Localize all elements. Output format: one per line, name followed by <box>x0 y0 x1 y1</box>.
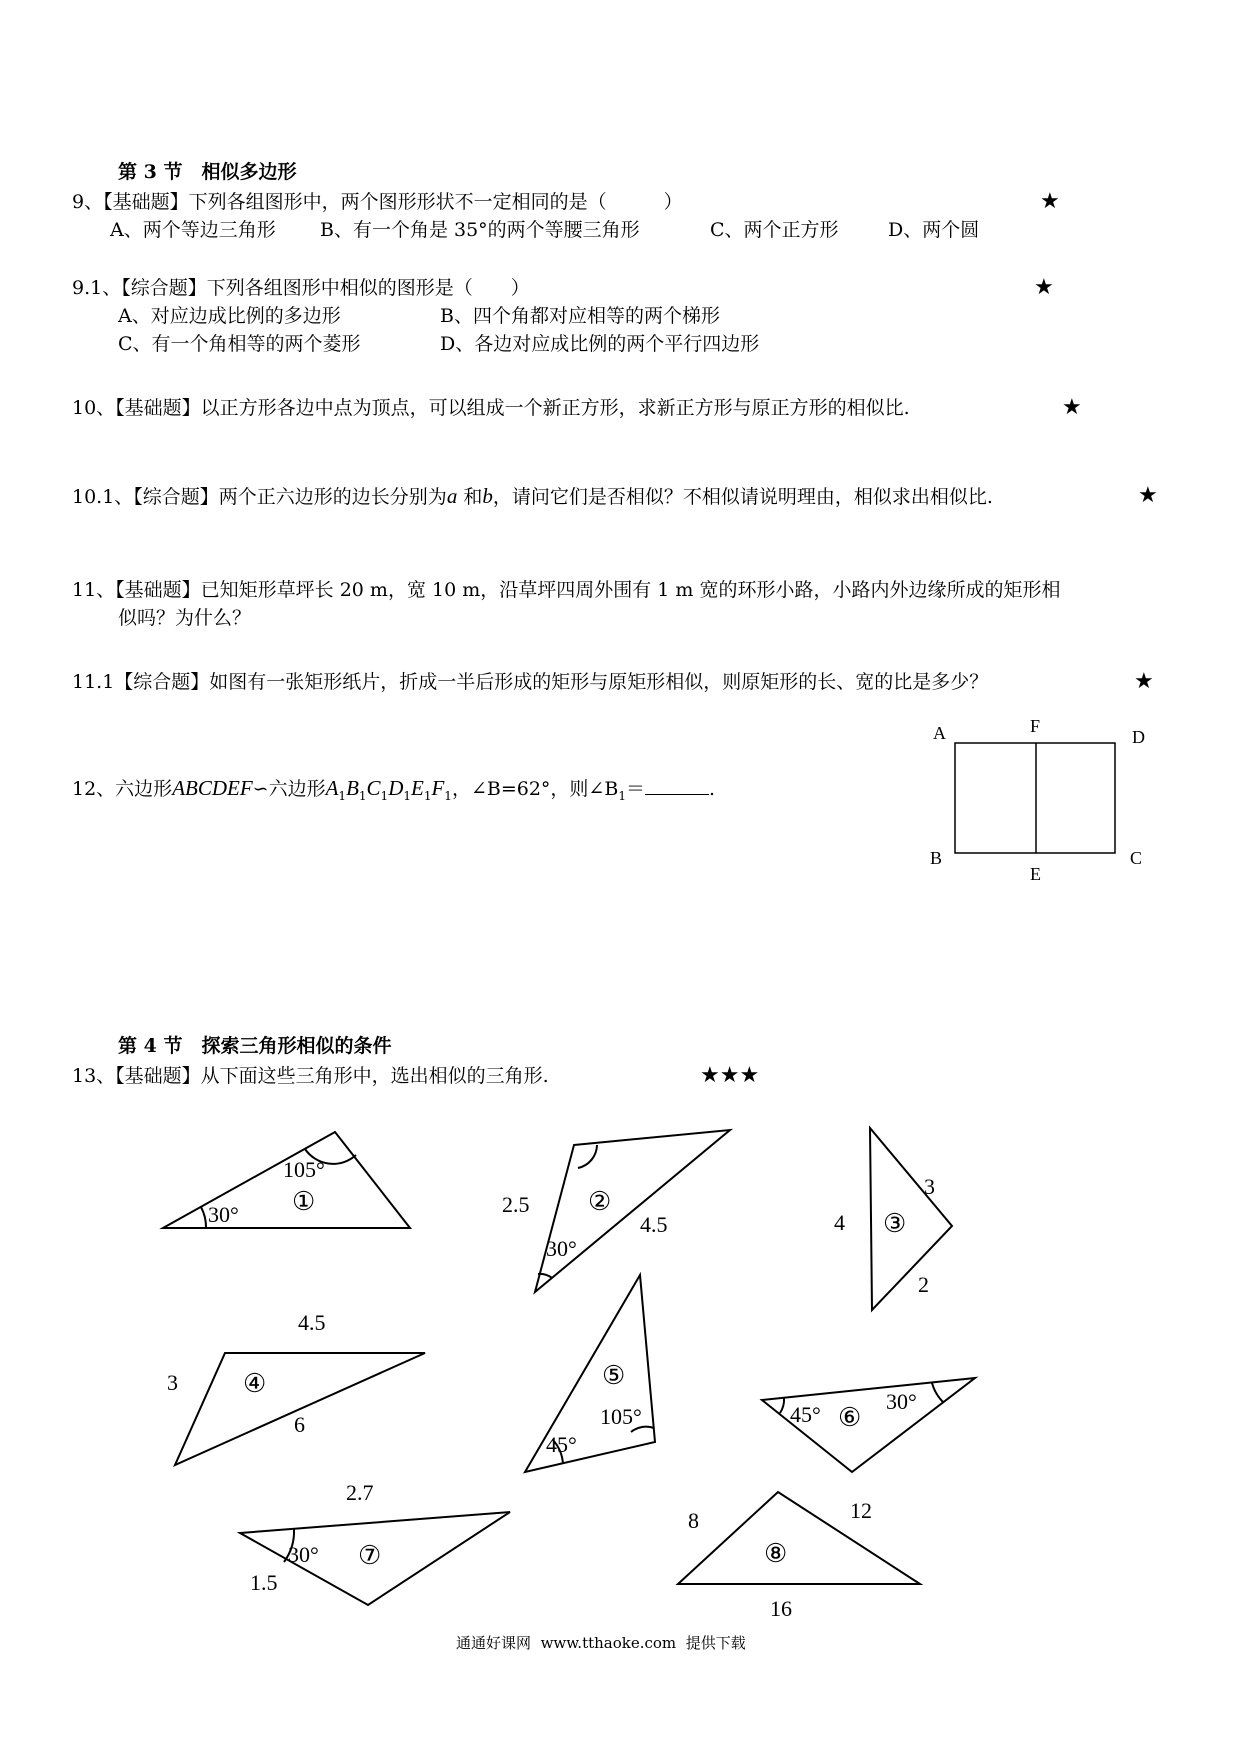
question-9-1-option-d: D、各边对应成比例的两个平行四边形 <box>440 333 760 355</box>
triangle-8-side-12: 12 <box>850 1498 872 1523</box>
hexagon-abcdef: ABCDEF <box>172 776 253 800</box>
hex2-c: C <box>366 776 381 800</box>
hex2-e-sub: 1 <box>423 788 432 803</box>
triangle-4-side-3: 3 <box>167 1370 178 1395</box>
triangle-7-side-2-7: 2.7 <box>346 1480 374 1505</box>
hex2-a: A <box>325 776 339 800</box>
triangle-4-number: ④ <box>243 1369 267 1398</box>
hex2-b: B <box>346 776 359 800</box>
footer-site: 通通好课网 <box>456 1634 532 1652</box>
triangle-6-number: ⑥ <box>838 1403 862 1432</box>
triangle-2-side-2-5: 2.5 <box>502 1192 530 1217</box>
triangle-7-number: ⑦ <box>358 1541 382 1570</box>
vertex-label-d: D <box>1132 727 1145 747</box>
question-9-1-text: 9.1、【综合题】下列各组图形中相似的图形是（ ） <box>72 277 530 299</box>
question-11-line-1: 11、【基础题】已知矩形草坪长 20 m，宽 10 m，沿草坪四周外围有 1 m 宽的环形小路，小路内外边缘所成的矩形相 <box>72 579 1061 601</box>
question-13-text: 13、【基础题】从下面这些三角形中，选出相似的三角形. <box>72 1065 549 1087</box>
question-9-option-a: A、两个等边三角形 <box>110 219 276 241</box>
footer-url[interactable]: www.tthaoke.com <box>540 1634 677 1652</box>
triangle-3-side-3: 3 <box>924 1174 935 1199</box>
footer <box>456 1632 746 1653</box>
triangle-4-side-4-5: 4.5 <box>298 1310 326 1335</box>
angle-b1-sub: 1 <box>618 788 626 803</box>
triangle-5-number: ⑤ <box>602 1361 626 1390</box>
question-9-1-option-a: A、对应边成比例的多边形 <box>118 305 341 327</box>
question-9-1-stars: ★ <box>1034 275 1054 300</box>
question-10-1-part-a: 10.1、【综合题】两个正六边形的边长分别为 <box>72 486 447 508</box>
question-10-stars: ★ <box>1062 395 1082 420</box>
footer-suffix: 提供下载 <box>685 1634 746 1652</box>
triangle-6-angle-arc-30 <box>932 1383 943 1402</box>
hex2-a-sub: 1 <box>338 788 347 803</box>
vertex-label-a: A <box>933 723 946 743</box>
triangle-7-angle-30: 30° <box>288 1542 319 1567</box>
question-11-1-text: 11.1【综合题】如图有一张矩形纸片，折成一半后形成的矩形与原矩形相似，则原矩形的长、宽的比是多少？ <box>72 671 989 693</box>
question-9-option-d: D、两个圆 <box>888 219 980 241</box>
question-9-text: 9、【基础题】下列各组图形中，两个图形形状不一定相同的是（ ） <box>72 191 683 213</box>
vertex-label-e: E <box>1030 864 1041 884</box>
question-10-text: 10、【基础题】以正方形各边中点为顶点，可以组成一个新正方形，求新正方形与原正方形的相似比. <box>72 397 910 419</box>
triangle-2-angle-arc-top <box>578 1145 597 1168</box>
triangle-7-side-1-5: 1.5 <box>250 1570 278 1595</box>
triangle-6-angle-arc-45 <box>780 1398 784 1413</box>
question-12-prefix: 12、六边形 <box>72 778 173 800</box>
section-3-title: 第 3 节 相似多边形 <box>118 161 297 183</box>
question-9-1-option-b: B、四个角都对应相等的两个梯形 <box>440 305 720 327</box>
vertex-label-b: B <box>930 848 943 868</box>
similar-symbol: ∽六边形 <box>252 778 326 800</box>
hex2-d: D <box>388 776 404 800</box>
hex2-f-sub: 1 <box>444 788 452 803</box>
question-10-1-part-b: 和 <box>463 486 483 508</box>
question-11-1-stars: ★ <box>1134 669 1154 694</box>
triangle-3-side-2: 2 <box>918 1272 929 1297</box>
triangle-2 <box>535 1130 730 1292</box>
triangle-3-side-4: 4 <box>834 1210 845 1235</box>
hex2-c-sub: 1 <box>380 788 389 803</box>
question-9-option-c: C、两个正方形 <box>710 219 839 241</box>
vertex-label-c: C <box>1130 848 1143 868</box>
triangle-1-number: ① <box>292 1187 316 1216</box>
variable-a: a <box>446 484 458 508</box>
triangle-6-angle-45: 45° <box>790 1402 821 1427</box>
question-10-1-part-c: ，请问它们是否相似？不相似请说明理由，相似求出相似比. <box>492 486 993 508</box>
triangle-2-number: ② <box>588 1187 612 1216</box>
question-9-option-b: B、有一个角是 35°的两个等腰三角形 <box>320 219 640 241</box>
vertex-label-f: F <box>1030 716 1041 736</box>
hex2-f: F <box>431 776 445 800</box>
hex2-b-sub: 1 <box>358 788 367 803</box>
triangle-2-side-4-5: 4.5 <box>640 1212 668 1237</box>
variable-b: b <box>482 484 493 508</box>
triangle-1-angle-105: 105° <box>283 1157 325 1182</box>
question-11-line-2: 似吗？为什么？ <box>118 607 252 629</box>
triangle-8 <box>678 1492 920 1584</box>
hex2-e: E <box>411 776 424 800</box>
question-9-stars: ★ <box>1040 189 1060 214</box>
hex2-d-sub: 1 <box>403 788 411 803</box>
triangle-4 <box>175 1353 425 1465</box>
question-10-1-stars: ★ <box>1138 483 1158 508</box>
equals-sign: ＝ <box>625 778 645 800</box>
triangle-1-angle-arc-30 <box>201 1207 206 1228</box>
triangle-8-number: ⑧ <box>764 1539 788 1568</box>
triangle-3-number: ③ <box>883 1209 907 1238</box>
triangle-5-angle-45: 45° <box>546 1432 577 1457</box>
triangle-1-angle-30: 30° <box>208 1202 239 1227</box>
triangle-6-angle-30: 30° <box>886 1389 917 1414</box>
triangle-8-side-8: 8 <box>688 1508 699 1533</box>
section-4-title: 第 4 节 探索三角形相似的条件 <box>118 1035 392 1057</box>
triangle-2-angle-30: 30° <box>546 1236 577 1261</box>
triangle-4-side-6: 6 <box>294 1412 305 1437</box>
triangle-5-angle-105: 105° <box>600 1404 642 1429</box>
question-12-end: . <box>708 778 716 800</box>
triangle-5 <box>525 1275 655 1472</box>
question-9-1-option-c: C、有一个角相等的两个菱形 <box>118 333 361 355</box>
triangle-8-side-16: 16 <box>770 1596 792 1621</box>
angle-condition: ，∠B=62°，则∠B <box>451 778 619 800</box>
question-13-stars: ★★★ <box>700 1063 760 1088</box>
